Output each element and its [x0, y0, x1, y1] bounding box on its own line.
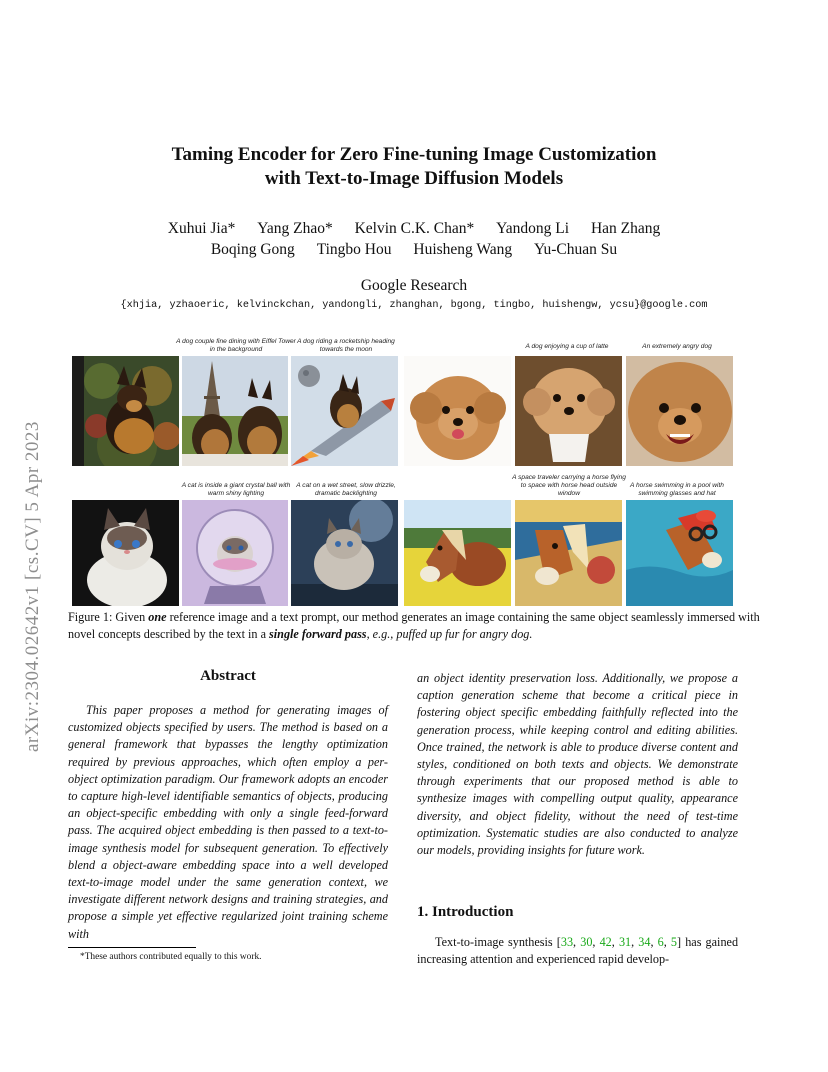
title-line-1: Taming Encoder for Zero Fine-tuning Image Customization	[171, 144, 657, 165]
abstract-heading: Abstract	[200, 668, 256, 684]
citation[interactable]: 31	[618, 935, 632, 949]
author: Boqing Gong	[210, 241, 295, 258]
image-reference-horse	[404, 500, 511, 606]
author: Yu-Chuan Su	[534, 241, 618, 258]
image-horse-swimming-pool	[626, 500, 733, 606]
footnote: *These authors contributed equally to this work.	[80, 952, 262, 962]
prompt-dog-couple: A dog couple fine dining with Eiffel Tower in the background	[176, 338, 296, 353]
author-list	[0, 218, 828, 260]
image-dog-latte	[515, 356, 622, 466]
author: Han Zhang	[590, 220, 661, 237]
prompt-dog-rocket: A dog riding a rocketship heading towards the moon	[297, 338, 395, 353]
image-cat-wet-street	[291, 500, 398, 606]
citation[interactable]: 6	[657, 935, 664, 949]
figure-1-caption	[68, 609, 768, 643]
image-reference-poodle	[404, 356, 511, 466]
image-reference-german-shepherd	[72, 356, 179, 466]
author: Huisheng Wang	[413, 241, 513, 258]
abstract-left-column: This paper proposes a method for generating images of customized objects specified by users. The method is based on a general framework that bypasses the lengthy optimization required by previous approaches, which often employ a per-object optimization paradigm. Our framework adopts an encoder to capture high-level identifiable semantics of objects, producing an object-specific embedding with only a single feed-forward pass. The acquired object embedding is then passed to a text-to-image synthesis model for subsequent generation. To effectively blend a object-aware embedding space into a well developed text-to-image model under the same generation context, we investigate different network designs and training strategies, and propose a simple yet effective regularized joint training scheme with	[68, 703, 388, 941]
image-dog-rocketship	[291, 356, 398, 466]
affiliation: Google Research	[360, 277, 468, 294]
prompt-cat-street: A cat on a wet street, slow drizzle, dramatic backlighting	[296, 482, 396, 497]
prompt-dog-latte: A dog enjoying a cup of latte	[525, 343, 609, 350]
introduction-text: Text-to-image synthesis [33, 30, 42, 31, 34, 6, 5] has gained increasing attention and experienced rapid develop-	[417, 935, 739, 967]
title-line-2: with Text-to-Image Diffusion Models	[264, 168, 564, 189]
caption-emphasis-one: one	[148, 610, 167, 624]
prompt-cat-crystal: A cat is inside a giant crystal ball with warm shiny lighting	[181, 482, 291, 497]
abstract-right-column: an object identity preservation loss. Additionally, we propose a caption generation scheme that become a critical piece in fostering object specific embedding faithfully reflected into the generation process, while keeping control and editing abilities. Once trained, the network is able to produce diverse content and styles, conditioned on both texts and objects. We demonstrate through experiments that our proposed method is able to synthesize images with compelling output quality, appearance diversity, and object fidelity, without the need of test-time optimization. Systematic studies are also conducted to analyze our models, providing insights for future work.	[417, 671, 738, 858]
introduction-heading: 1. Introduction	[417, 904, 514, 920]
prompt-angry-dog: An extremely angry dog	[642, 343, 712, 350]
arxiv-stamp	[22, 292, 50, 752]
footnote-divider	[68, 947, 196, 948]
author-emails: {xhjia, yzhaoeric, kelvinckchan, yandongli, zhanghan, bgong, tingbo, huishengw, ycsu}@google.com	[120, 300, 708, 311]
citation[interactable]: 30	[580, 935, 593, 949]
caption-emphasis-single-pass: single forward pass	[269, 627, 367, 641]
author: Kelvin C.K. Chan*	[354, 220, 475, 237]
author: Yang Zhao*	[257, 220, 333, 237]
citation[interactable]: 34	[638, 935, 651, 949]
caption-middle: reference image and a text prompt, our method generates an image containing the same object seamlessly immersed with novel concepts described by the text in a	[68, 610, 760, 641]
author-row-1	[0, 218, 828, 239]
prompt-horse-space: A space traveler carrying a horse flying to space with horse head outside window	[512, 474, 626, 497]
citation[interactable]: 42	[599, 935, 612, 949]
paper-title	[0, 143, 828, 191]
caption-suffix: , e.g., puffed up fur for angry dog.	[366, 627, 533, 641]
image-cat-crystal-ball	[182, 500, 288, 606]
image-angry-dog	[626, 356, 733, 466]
image-dog-couple-eiffel	[182, 356, 288, 466]
author-row-2	[0, 239, 828, 260]
intro-text-start: Text-to-image synthesis [	[435, 935, 561, 949]
intro-text-end: ] has gained increasing attention and experienced rapid develop-	[417, 935, 739, 967]
image-reference-ragdoll-cat	[72, 500, 179, 606]
citation[interactable]: 33	[560, 935, 574, 949]
author: Yandong Li	[496, 220, 570, 237]
arxiv-stamp-text: arXiv:2304.02642v1 [cs.CV] 5 Apr 2023	[22, 421, 43, 752]
image-horse-space-traveler	[515, 500, 622, 606]
citation[interactable]: 5	[670, 935, 678, 949]
caption-prefix: Figure 1: Given	[68, 610, 149, 624]
author: Xuhui Jia*	[167, 220, 236, 237]
prompt-horse-pool: A horse swimming in a pool with swimming glasses and hat	[630, 482, 724, 497]
author: Tingbo Hou	[316, 241, 392, 258]
